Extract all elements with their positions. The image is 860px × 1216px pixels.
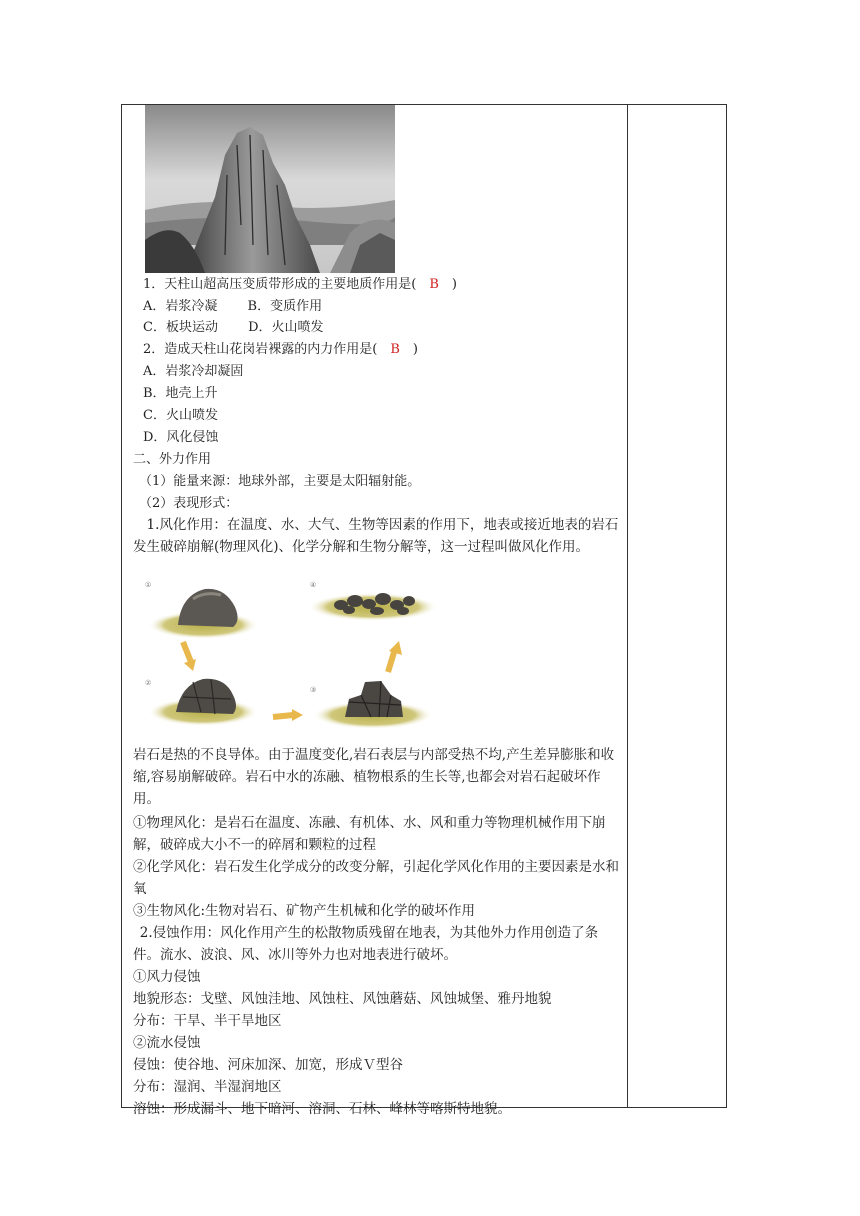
- solution-erosion: 溶蚀：形成漏斗、地下暗河、溶洞、石林、峰林等喀斯特地貌。: [133, 1101, 511, 1117]
- water-erosion-heading: ②流水侵蚀: [133, 1035, 201, 1051]
- biological-weathering: ③生物风化:生物对岩石、矿物产生机械和化学的破坏作用: [133, 903, 476, 919]
- chemical-weathering: ②化学风化：岩石发生化学成分的改变分解，引起化学风化作用的主要因素是水和氧: [133, 859, 619, 897]
- column-divider: [627, 104, 628, 1108]
- question-2-option-a: A．岩浆冷却凝固: [143, 364, 244, 379]
- wind-erosion-distribution: 分布：干旱、半干旱地区: [133, 1013, 282, 1029]
- water-erosion-distribution: 分布：湿润、半湿润地区: [133, 1079, 282, 1095]
- question-2-answer: B: [390, 342, 400, 357]
- question-1: [143, 277, 457, 293]
- erosion-definition: 2.侵蚀作用：风化作用产生的松散物质残留在地表，为其他外力作用创造了条件。流水、波浪、风、冰川等外力也对地表进行破坏。: [133, 925, 599, 963]
- question-1-close: ): [438, 277, 457, 292]
- wind-erosion-landforms: 地貌形态：戈壁、风蚀洼地、风蚀柱、风蚀蘑菇、风蚀城堡、雅丹地貌: [133, 991, 552, 1007]
- water-erosion-effect: 侵蚀：使谷地、河床加深、加宽，形成Ｖ型谷: [133, 1057, 403, 1073]
- section-heading: 二、外力作用: [133, 452, 212, 467]
- physical-weathering: ①物理风化：是岩石在温度、冻融、有机体、水、风和重力等物理机械作用下崩解，破碎成大小不一的碎屑和颗粒的过程: [133, 815, 606, 853]
- question-2: [143, 342, 418, 358]
- step-4-number: ④: [310, 581, 317, 589]
- rock-explanation: 岩石是热的不良导体。由于温度变化,岩石表层与内部受热不均,产生差异膨胀和收缩,容易崩解破碎。岩石中水的冻融、植物根系的生长等,也都会对岩石起破坏作用。: [133, 747, 615, 807]
- wind-erosion-heading: ①风力侵蚀: [133, 969, 201, 985]
- step-1-number: ①: [145, 581, 152, 589]
- question-1-text: 1．天柱山超高压变质带形成的主要地质作用是(: [143, 277, 430, 292]
- step-3-number: ③: [310, 686, 317, 694]
- mountain-photo: [145, 105, 395, 273]
- question-1-options-row1: A．岩浆冷凝 B．变质作用: [143, 299, 323, 314]
- question-2-option-c: C．火山喷发: [143, 408, 218, 423]
- question-2-text: 2．造成天柱山花岗岩裸露的内力作用是(: [143, 342, 391, 357]
- forms-heading: （2）表现形式：: [139, 496, 239, 511]
- energy-source: （1）能量来源：地球外部，主要是太阳辐射能。: [139, 474, 421, 489]
- question-2-option-d: D．风化侵蚀: [143, 430, 219, 445]
- question-1-answer: B: [429, 277, 439, 292]
- question-1-options-row2: C．板块运动 D．火山喷发: [143, 320, 324, 335]
- weathering-definition: 1.风化作用：在温度、水、大气、生物等因素的作用下，地表或接近地表的岩石发生破碎崩解(物理风化)、化学分解和生物分解等，这一过程叫做风化作用。: [133, 517, 619, 555]
- question-2-close: ): [399, 342, 418, 357]
- step-2-number: ②: [145, 679, 152, 687]
- weathering-diagram: [143, 577, 443, 732]
- question-2-option-b: B．地壳上升: [143, 386, 218, 401]
